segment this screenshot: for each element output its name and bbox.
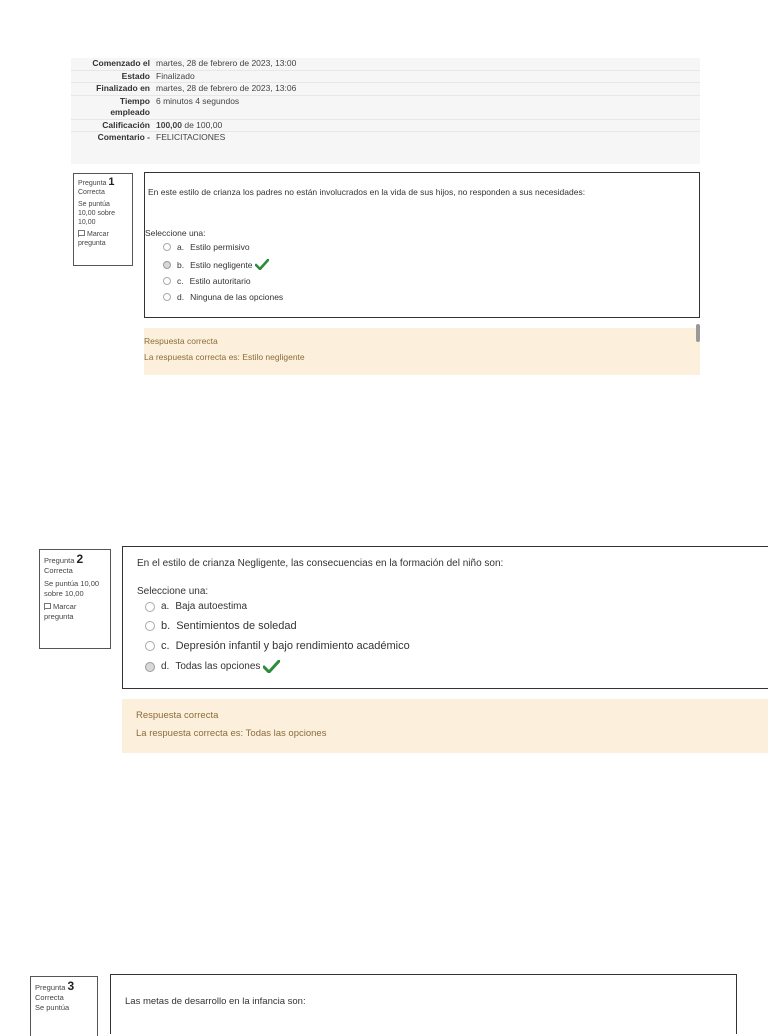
summary-key bbox=[71, 96, 156, 119]
question-text: Las metas de desarrollo en la infancia son: bbox=[125, 996, 306, 1007]
question-3-content bbox=[110, 974, 737, 1034]
option-letter: d. bbox=[161, 661, 170, 672]
summary-key: Finalizado en bbox=[96, 83, 150, 93]
question-score: Se puntúa bbox=[35, 1003, 70, 1012]
summary-key: Comentario - bbox=[97, 132, 150, 142]
answer-option-a[interactable] bbox=[163, 242, 250, 252]
question-number: 1 bbox=[108, 176, 115, 188]
feedback-answer: La respuesta correcta es: Estilo negligente bbox=[144, 352, 305, 362]
flag-label: Marcar pregunta bbox=[78, 231, 109, 247]
select-prompt: Seleccione una: bbox=[145, 228, 206, 238]
question-1-feedback bbox=[144, 328, 700, 375]
summary-row-state bbox=[71, 70, 700, 83]
option-letter: a. bbox=[161, 601, 170, 612]
summary-key-line1: Tiempo bbox=[119, 95, 150, 106]
answer-option-a[interactable] bbox=[145, 601, 247, 612]
question-2-info bbox=[39, 549, 111, 649]
summary-key: Calificación bbox=[102, 119, 150, 130]
radio-icon[interactable] bbox=[163, 277, 171, 285]
option-label: Todas las opciones bbox=[175, 661, 261, 672]
summary-row-grade bbox=[71, 119, 700, 132]
option-letter: b. bbox=[161, 620, 171, 632]
select-prompt: Seleccione una: bbox=[137, 586, 209, 597]
question-status: Correcta bbox=[44, 566, 73, 575]
feedback-title: Respuesta correcta bbox=[136, 710, 219, 721]
summary-value: martes, 28 de febrero de 2023, 13:00 bbox=[156, 58, 297, 68]
grade-max: de 100,00 bbox=[182, 119, 223, 130]
option-letter: a. bbox=[177, 242, 185, 252]
summary-key: Comenzado el bbox=[92, 58, 150, 68]
scrollbar-thumb[interactable] bbox=[696, 324, 700, 342]
answer-option-c[interactable] bbox=[163, 276, 251, 286]
summary-row-time bbox=[71, 95, 700, 119]
question-1-info bbox=[73, 173, 133, 266]
question-status: Correcta bbox=[35, 993, 64, 1002]
summary-value: FELICITACIONES bbox=[156, 132, 226, 142]
summary-value bbox=[156, 120, 700, 132]
flag-label: Marcar pregunta bbox=[44, 602, 77, 621]
summary-value: 6 minutos 4 segundos bbox=[156, 95, 240, 106]
radio-icon[interactable] bbox=[163, 293, 171, 301]
question-text: En el estilo de crianza Negligente, las consecuencias en la formación del niño son: bbox=[137, 558, 504, 569]
check-icon bbox=[263, 660, 280, 673]
flag-icon bbox=[78, 230, 85, 237]
summary-value: martes, 28 de febrero de 2023, 13:06 bbox=[156, 83, 297, 93]
option-label: Depresión infantil y bajo rendimiento académico bbox=[175, 640, 410, 652]
check-icon bbox=[255, 259, 269, 270]
question-number: 3 bbox=[67, 979, 75, 993]
question-number: 2 bbox=[76, 552, 84, 566]
flag-question-link[interactable] bbox=[44, 602, 106, 622]
summary-key: Estado bbox=[121, 70, 150, 81]
summary-value: Finalizado bbox=[156, 70, 195, 81]
option-letter: b. bbox=[177, 259, 185, 270]
attempt-summary bbox=[71, 58, 700, 164]
summary-key-line2: empleado bbox=[110, 107, 150, 117]
question-text: En este estilo de crianza los padres no están involucrados en la vida de sus hijos, no responden a sus necesidades: bbox=[148, 187, 586, 197]
option-label: Estilo negligente bbox=[190, 259, 253, 270]
option-letter: d. bbox=[177, 292, 185, 302]
answer-option-b[interactable] bbox=[163, 259, 269, 270]
option-label: Sentimientos de soledad bbox=[176, 620, 297, 632]
summary-row-comment bbox=[71, 131, 700, 144]
grade-score: 100,00 bbox=[156, 119, 182, 130]
flag-question-link[interactable] bbox=[78, 230, 128, 248]
radio-icon[interactable] bbox=[145, 641, 155, 651]
question-label: Pregunta bbox=[78, 180, 107, 187]
option-label: Estilo permisivo bbox=[190, 242, 250, 252]
question-2-feedback bbox=[122, 699, 768, 753]
radio-icon[interactable] bbox=[163, 243, 171, 251]
radio-icon[interactable] bbox=[145, 621, 155, 631]
radio-icon[interactable] bbox=[145, 602, 155, 612]
question-status: Correcta bbox=[78, 189, 105, 196]
question-score: Se puntúa 10,00 sobre 10,00 bbox=[78, 201, 115, 226]
summary-row-started bbox=[71, 58, 700, 70]
feedback-title: Respuesta correcta bbox=[144, 336, 218, 346]
option-letter: c. bbox=[161, 640, 170, 652]
radio-icon[interactable] bbox=[145, 662, 155, 672]
option-letter: c. bbox=[177, 276, 184, 286]
question-label: Pregunta bbox=[44, 556, 75, 565]
question-score: Se puntúa 10,00 sobre 10,00 bbox=[44, 579, 100, 598]
answer-option-b[interactable] bbox=[145, 620, 297, 632]
option-label: Baja autoestima bbox=[175, 601, 248, 612]
question-2-content bbox=[122, 546, 768, 689]
question-3-info bbox=[30, 976, 98, 1036]
answer-option-c[interactable] bbox=[145, 640, 410, 652]
feedback-answer: La respuesta correcta es: Todas las opciones bbox=[136, 728, 327, 739]
question-label: Pregunta bbox=[35, 983, 66, 992]
option-label: Ninguna de las opciones bbox=[190, 292, 284, 302]
option-label: Estilo autoritario bbox=[189, 276, 251, 286]
question-1-content bbox=[144, 172, 700, 318]
radio-icon[interactable] bbox=[163, 261, 171, 269]
answer-option-d[interactable] bbox=[163, 292, 283, 302]
summary-row-finished bbox=[71, 82, 700, 95]
answer-option-d[interactable] bbox=[145, 660, 280, 673]
flag-icon bbox=[44, 603, 51, 610]
